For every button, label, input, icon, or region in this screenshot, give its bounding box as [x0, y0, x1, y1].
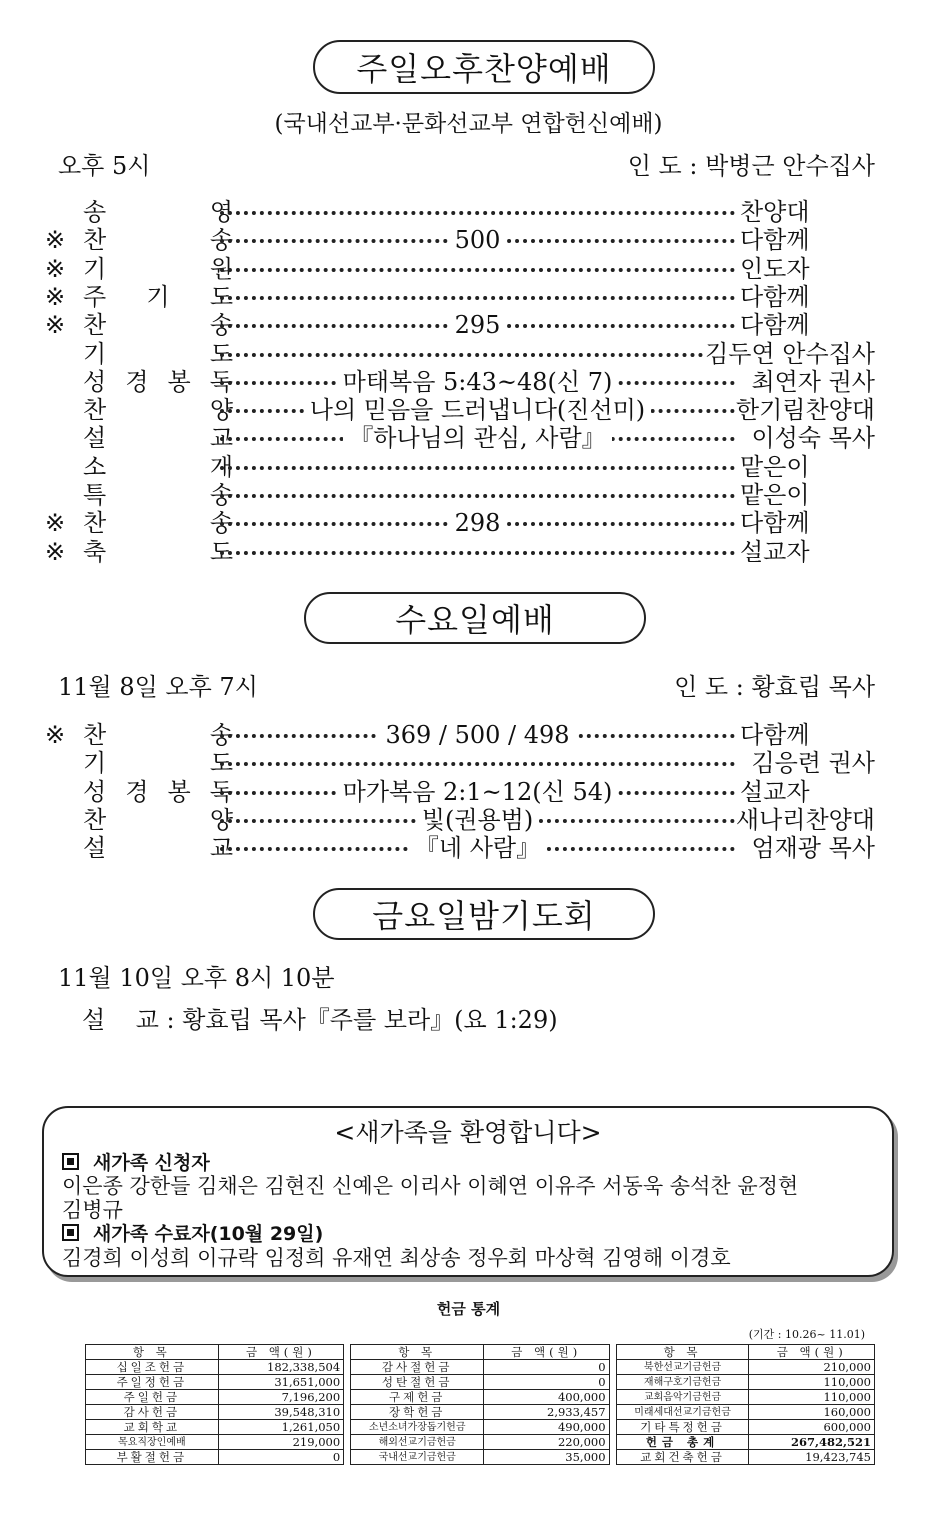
offering-amount: 0 — [484, 1375, 609, 1390]
order-row — [45, 368, 875, 396]
order-item-detail: 『하나님의 관심, 사람』 — [220, 424, 735, 452]
stand-mark: ※ — [45, 721, 66, 749]
order-item-detail: 『네 사람』 — [220, 834, 735, 862]
order-item-name: 성 경 봉 독 — [83, 777, 233, 806]
offering-header: 항 목 — [616, 1345, 749, 1360]
order-item-detail: 295 — [220, 311, 735, 339]
section-title-friday: 금요일밤기도회 — [313, 888, 655, 940]
new-family-title: <새가족을 환영합니다> — [334, 1118, 602, 1147]
order-item-name: 설 교 — [83, 424, 233, 453]
stand-mark: ※ — [45, 226, 66, 255]
order-row — [45, 749, 875, 777]
offering-period: (기간 : 10.26~ 11.01) — [748, 1328, 865, 1341]
offering-item: 감사헌금 — [86, 1405, 219, 1420]
friday-time: 11월 10일 오후 8시 10분 — [58, 964, 335, 992]
offering-item: 헌금 총계 — [616, 1435, 749, 1450]
section-title-wednesday: 수요일예배 — [304, 592, 646, 644]
sunday-time: 오후 5시 — [58, 152, 151, 180]
order-item-detail: 마태복음 5:43~48(신 7) — [220, 368, 735, 396]
offering-amount: 19,423,745 — [749, 1450, 875, 1465]
order-item-name: 주 기 도 — [83, 282, 233, 311]
offering-header: 금 액(원) — [218, 1345, 343, 1360]
offering-amount: 35,000 — [484, 1450, 609, 1465]
wednesday-time: 11월 8일 오후 7시 — [58, 673, 258, 701]
order-item-person: 설교자 — [740, 778, 875, 806]
offering-amount: 490,000 — [484, 1420, 609, 1435]
order-item-person: 김두연 안수집사 — [705, 339, 875, 368]
order-row — [45, 509, 875, 537]
table-row — [86, 1435, 875, 1450]
order-item-detail: 나의 믿음을 드러냅니다(진선미) — [220, 396, 735, 424]
offering-amount: 31,651,000 — [218, 1375, 343, 1390]
table-row — [86, 1450, 875, 1465]
stand-mark: ※ — [45, 282, 66, 311]
table-row — [86, 1360, 875, 1375]
offering-item: 부활절헌금 — [86, 1450, 219, 1465]
order-item-name: 특 송 — [83, 481, 233, 509]
offering-item: 국내선교기금헌금 — [351, 1450, 484, 1465]
section-title-sunday: 주일오후찬양예배 — [313, 40, 655, 94]
offering-header: 금 액(원) — [484, 1345, 609, 1360]
leader-dots — [220, 296, 735, 300]
order-item-name: 축 도 — [83, 537, 233, 566]
order-item-name: 찬 송 — [83, 311, 233, 340]
offering-item: 교회건축헌금 — [616, 1450, 749, 1465]
offering-amount: 0 — [218, 1450, 343, 1465]
order-item-person: 다함께 — [740, 283, 875, 311]
offering-header: 금 액(원) — [749, 1345, 875, 1360]
offering-item: 교회학교 — [86, 1420, 219, 1435]
offering-item: 감사절헌금 — [351, 1360, 484, 1375]
offering-amount: 39,548,310 — [218, 1405, 343, 1420]
checkbox-icon — [62, 1224, 79, 1241]
offering-amount: 220,000 — [484, 1435, 609, 1450]
offering-amount: 600,000 — [749, 1420, 875, 1435]
order-item-name: 성 경 봉 독 — [83, 367, 233, 396]
leader-dots — [220, 211, 735, 215]
offering-amount: 182,338,504 — [218, 1360, 343, 1375]
order-row — [45, 834, 875, 862]
leader-dots — [220, 466, 735, 470]
stand-mark: ※ — [45, 311, 66, 340]
order-item-name: 찬 양 — [83, 805, 233, 834]
order-row — [45, 226, 875, 254]
order-item-person: 맡은이 — [740, 453, 875, 481]
leader-dots — [220, 551, 735, 555]
order-item-name: 기 도 — [83, 339, 233, 368]
stand-mark: ※ — [45, 537, 66, 566]
order-item-person: 다함께 — [740, 509, 875, 537]
table-row — [86, 1405, 875, 1420]
graduates-label: 새가족 수료자(10월 29일) — [93, 1223, 324, 1245]
order-item-person: 새나리찬양대 — [735, 805, 875, 834]
order-item-name: 기 도 — [83, 749, 233, 778]
order-item-name: 찬 송 — [83, 509, 233, 538]
offering-item: 목요직장인예배 — [86, 1435, 219, 1450]
offering-item: 북한선교기금헌금 — [616, 1360, 749, 1375]
order-row — [45, 198, 875, 226]
order-row — [45, 255, 875, 283]
friday-sermon: 설 교 : 황효립 목사『주를 보라』(요 1:29) — [82, 1006, 558, 1034]
order-row — [45, 538, 875, 566]
order-row — [45, 778, 875, 806]
order-item-person: 다함께 — [740, 721, 875, 749]
order-item-name: 찬 송 — [83, 226, 233, 255]
order-item-detail: 369 / 500 / 498 — [220, 721, 735, 749]
offering-title: 헌금 통계 — [436, 1300, 501, 1318]
leader-dots — [220, 494, 735, 498]
order-item-person: 김응련 권사 — [751, 749, 875, 778]
leader-dots — [220, 268, 735, 272]
offering-item: 소년소녀가장돕기헌금 — [351, 1420, 484, 1435]
order-item-person: 최연자 권사 — [751, 367, 875, 396]
applicants-label: 새가족 신청자 — [93, 1152, 210, 1174]
offering-item: 주일헌금 — [86, 1390, 219, 1405]
order-item-person: 다함께 — [740, 226, 875, 254]
order-row — [45, 453, 875, 481]
wednesday-leader: 인 도 : 황효립 목사 — [674, 673, 875, 701]
order-row — [45, 806, 875, 834]
offering-amount: 267,482,521 — [749, 1435, 875, 1450]
table-row — [86, 1375, 875, 1390]
offering-item: 성탄절헌금 — [351, 1375, 484, 1390]
table-row — [86, 1420, 875, 1435]
order-item-name: 설 교 — [83, 834, 233, 863]
order-item-person: 맡은이 — [740, 481, 875, 509]
offering-amount: 1,261,050 — [218, 1420, 343, 1435]
order-item-person: 인도자 — [740, 255, 875, 283]
offering-amount: 110,000 — [749, 1390, 875, 1405]
graduates-list: 김경희 이성희 이규락 임정희 유재연 최상송 정우회 마상혁 김영해 이경호 — [62, 1246, 731, 1270]
checkbox-icon — [62, 1153, 79, 1170]
order-item-name: 찬 송 — [83, 721, 233, 749]
offering-item: 해외선교기금헌금 — [351, 1435, 484, 1450]
offering-header: 항 목 — [86, 1345, 219, 1360]
order-item-detail: 마가복음 2:1~12(신 54) — [220, 778, 735, 806]
offering-item: 미래세대선교기금헌금 — [616, 1405, 749, 1420]
offering-amount: 2,933,457 — [484, 1405, 609, 1420]
offering-item: 기타특정헌금 — [616, 1420, 749, 1435]
offering-amount: 7,196,200 — [218, 1390, 343, 1405]
table-row — [86, 1390, 875, 1405]
order-item-person: 설교자 — [740, 538, 875, 566]
sunday-leader: 인 도 : 박병근 안수집사 — [627, 152, 875, 180]
order-item-person: 찬양대 — [740, 198, 875, 226]
stand-mark: ※ — [45, 509, 66, 538]
offering-item: 주일정헌금 — [86, 1375, 219, 1390]
offering-amount: 110,000 — [749, 1375, 875, 1390]
section-subtitle: (국내선교부·문화선교부 연합헌신예배) — [274, 111, 663, 137]
order-row — [45, 396, 875, 424]
new-family-box — [42, 1106, 894, 1277]
offering-item: 장학헌금 — [351, 1405, 484, 1420]
offering-amount: 219,000 — [218, 1435, 343, 1450]
order-row — [45, 340, 875, 368]
offering-amount: 210,000 — [749, 1360, 875, 1375]
order-item-name: 찬 양 — [83, 396, 233, 425]
offering-item: 십일조헌금 — [86, 1360, 219, 1375]
leader-dots — [220, 762, 735, 766]
order-item-name: 송 영 — [83, 198, 233, 226]
order-item-person: 이성숙 목사 — [751, 424, 875, 453]
offering-item: 교회음악기금헌금 — [616, 1390, 749, 1405]
offering-amount: 400,000 — [484, 1390, 609, 1405]
offering-item: 재해구호기금헌금 — [616, 1375, 749, 1390]
offering-amount: 0 — [484, 1360, 609, 1375]
order-item-person: 한기림찬양대 — [735, 396, 875, 425]
offering-header: 항 목 — [351, 1345, 484, 1360]
order-item-detail: 500 — [220, 226, 735, 254]
order-item-person: 다함께 — [740, 311, 875, 339]
order-item-detail: 298 — [220, 509, 735, 537]
order-row — [45, 424, 875, 452]
leader-dots — [220, 353, 735, 357]
applicants-line2: 김병규 — [62, 1198, 123, 1222]
order-row — [45, 721, 875, 749]
order-item-detail: 빛(권용범) — [220, 806, 735, 834]
offering-table — [85, 1344, 875, 1465]
order-item-person: 엄재광 목사 — [751, 834, 875, 863]
stand-mark: ※ — [45, 254, 66, 283]
order-item-name: 기 원 — [83, 254, 233, 283]
applicants-line1: 이은종 강한들 김채은 김현진 신예은 이리사 이혜연 이유주 서동욱 송석찬 윤정현 — [62, 1174, 799, 1198]
order-row — [45, 283, 875, 311]
offering-item: 구제헌금 — [351, 1390, 484, 1405]
offering-amount: 160,000 — [749, 1405, 875, 1420]
order-row — [45, 481, 875, 509]
order-row — [45, 311, 875, 339]
order-item-name: 소 개 — [83, 452, 233, 481]
